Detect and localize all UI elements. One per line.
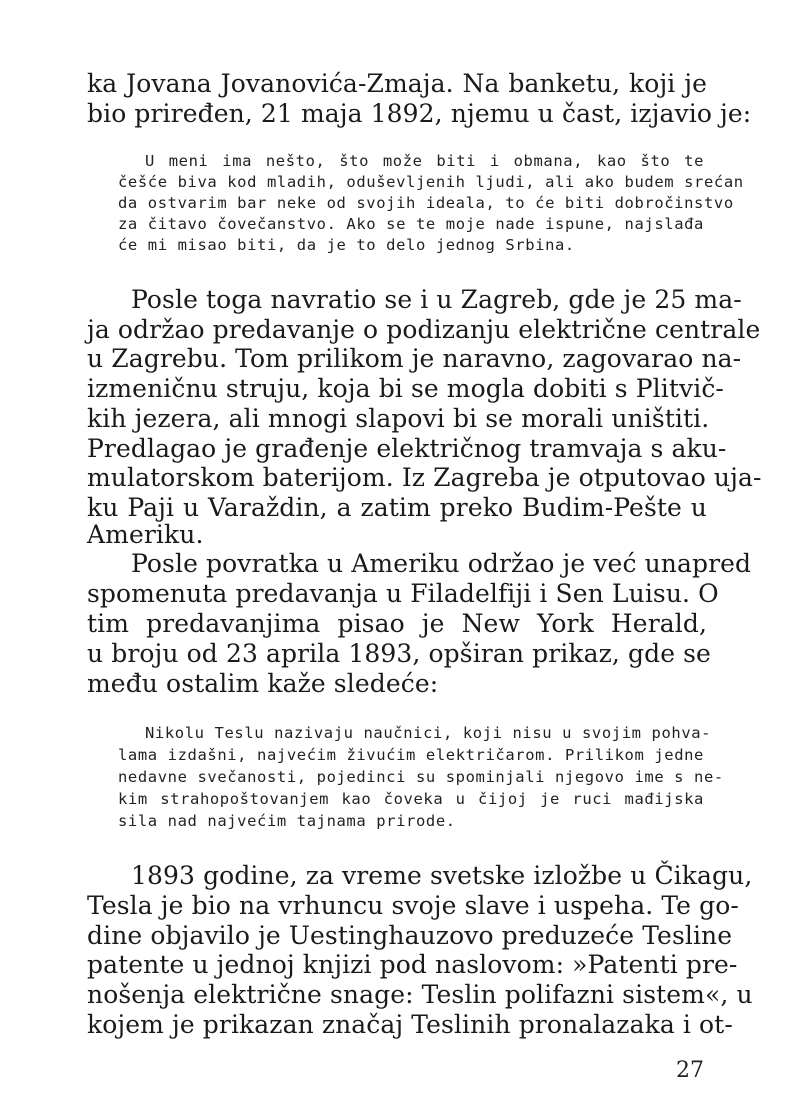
quote-2-line-1: Nikolu Teslu nazivaju naučnici, koji nisu u svojim pohva- (145, 724, 712, 742)
quote-2-line-2: lama izdašni, najvećim živućim električarom. Prilikom jedne (118, 746, 704, 764)
quote-2-line-3: nedavne svečanosti, pojedinci su spominjali njegovo ime s ne- (118, 768, 724, 786)
zagreb-line-5: kih jezera, ali mnogi slapovi bi se morali uništiti. (87, 404, 710, 433)
quote-2-line-4: kim strahopoštovanjem kao čoveka u čijoj je ruci mađijska (118, 790, 704, 808)
america-line-4: u broju od 23 aprila 1893, opširan prikaz, gde se (87, 639, 711, 668)
quote-1-line-5: će mi misao biti, da je to delo jednog Srbina. (118, 236, 575, 254)
intro-line-2: bio priređen, 21 maja 1892, njemu u čast, izjavio je: (87, 99, 752, 128)
america-line-3: tim predavanjima pisao je New York Herald, (87, 609, 707, 638)
zagreb-line-7: mulatorskom baterijom. Iz Zagreba je otputovao uja- (87, 463, 762, 492)
exposition-line-4: patente u jednoj knjizi pod naslovom: »Patenti pre- (87, 950, 738, 979)
quote-1-line-4: za čitavo čovečanstvo. Ako se te moje nade ispune, najslađa (118, 215, 704, 233)
zagreb-line-6: Predlagao je građenje električnog tramvaja s aku- (87, 434, 727, 463)
exposition-line-1: 1893 godine, za vreme svetske izložbe u Čikagu, (131, 861, 753, 890)
page-number: 27 (676, 1058, 704, 1083)
exposition-line-2: Tesla je bio na vrhuncu svoje slave i uspeha. Te go- (87, 891, 739, 920)
quote-1-line-1: U meni ima nešto, što može biti i obmana, kao što te (145, 152, 704, 170)
intro-line-1: ka Jovana Jovanovića-Zmaja. Na banketu, koji je (87, 69, 707, 98)
exposition-line-3: dine objavilo je Uestinghauzovo preduzeće Tesline (87, 921, 733, 950)
exposition-line-5: nošenja električne snage: Teslin polifazni sistem«, u (87, 980, 753, 1009)
zagreb-line-2: ja održao predavanje o podizanju električne centrale (87, 315, 761, 344)
zagreb-line-3: u Zagrebu. Tom prilikom je naravno, zagovarao na- (87, 344, 742, 373)
zagreb-line-8: ku Paji u Varaždin, a zatim preko Budim-Pešte u (87, 493, 707, 522)
america-line-1: Posle povratka u Ameriku održao je već unapred (131, 549, 752, 578)
america-line-5: među ostalim kaže sledeće: (87, 669, 439, 698)
zagreb-line-4: izmeničnu struju, koja bi se mogla dobiti s Plitvič- (87, 374, 724, 403)
quote-2-line-5: sila nad najvećim tajnama prirode. (118, 812, 456, 830)
quote-1-line-2: češće biva kod mladih, oduševljenih ljudi, ali ako budem srećan (118, 173, 744, 191)
zagreb-line-9: Ameriku. (87, 520, 204, 549)
quote-1-line-3: da ostvarim bar neke od svojih ideala, to će biti dobročinstvo (118, 194, 734, 212)
zagreb-line-1: Posle toga navratio se i u Zagreb, gde je 25 ma- (131, 285, 742, 314)
exposition-line-6: kojem je prikazan značaj Teslinih pronalazaka i ot- (87, 1010, 733, 1039)
america-line-2: spomenuta predavanja u Filadelfiji i Sen Luisu. O (87, 579, 719, 608)
